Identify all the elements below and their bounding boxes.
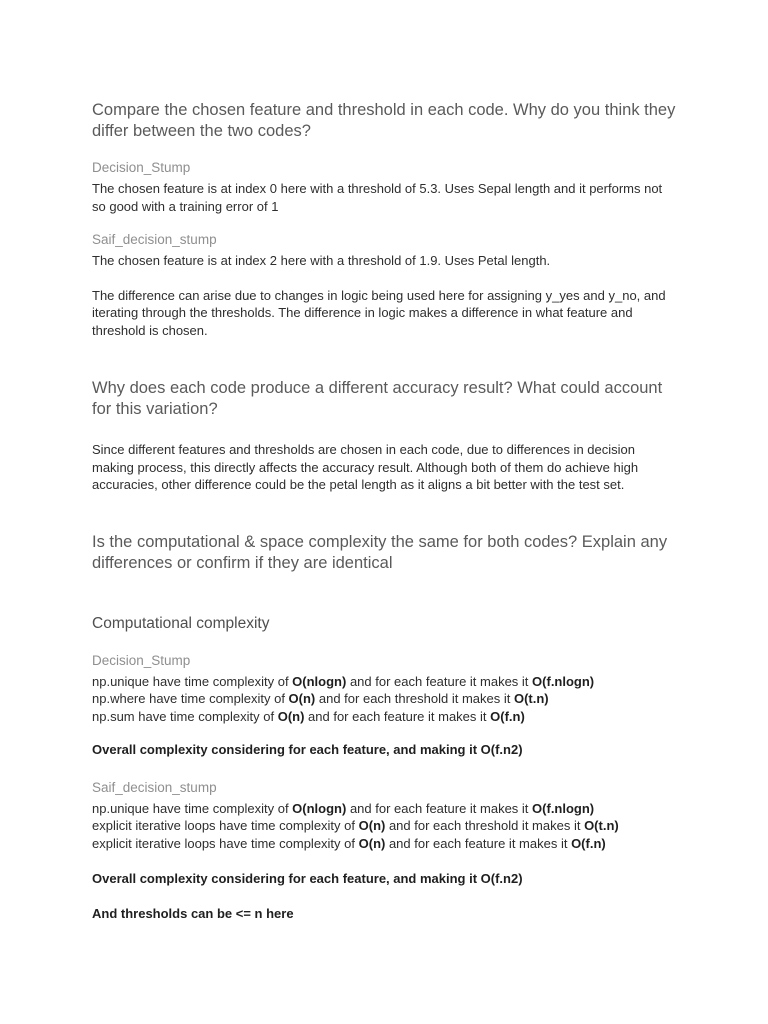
complexity-bold: O(nlogn) bbox=[292, 800, 347, 816]
decision-stump-answer: The chosen feature is at index 0 here with a threshold of 5.3. Uses Sepal length and it performs not so good with a training error of 1 bbox=[92, 181, 663, 214]
complexity-line bbox=[92, 800, 678, 818]
complexity-text: explicit iterative loops have time complexity of bbox=[92, 818, 359, 833]
complexity-decision-stump-subheading: Decision_Stump bbox=[92, 652, 191, 668]
complexity-text: np.unique have time complexity of bbox=[92, 800, 293, 816]
decision-stump-subheading: Decision_Stump bbox=[92, 160, 191, 175]
complexity-bold: O(n) bbox=[288, 691, 316, 706]
complexity-line bbox=[92, 673, 678, 691]
decision-stump-complexity-lines bbox=[92, 673, 678, 726]
complexity-bold: O(nlogn) bbox=[292, 673, 347, 689]
saif-complexity-lines bbox=[92, 800, 678, 853]
complexity-line bbox=[92, 835, 678, 853]
complexity-bold: O(f.n) bbox=[571, 835, 606, 851]
question-3-heading: Is the computational & space complexity the same for both codes? Explain any differences or confirm if they are identical bbox=[92, 532, 668, 572]
complexity-text: and for each feature it makes it bbox=[346, 673, 533, 689]
decision-stump-overall-complexity: Overall complexity considering for each feature, and making it O(f.n2) bbox=[92, 742, 523, 757]
complexity-line bbox=[92, 708, 678, 726]
complexity-text: and for each feature it makes it bbox=[304, 708, 491, 724]
complexity-text: np.where have time complexity of bbox=[92, 691, 289, 706]
complexity-text: and for each threshold it makes it bbox=[385, 818, 585, 833]
computational-complexity-heading: Computational complexity bbox=[92, 614, 270, 632]
saif-overall-complexity: Overall complexity considering for each feature, and making it O(f.n2) bbox=[92, 871, 523, 886]
saif-decision-stump-subheading: Saif_decision_stump bbox=[92, 232, 217, 247]
complexity-text: np.sum have time complexity of bbox=[92, 708, 278, 724]
complexity-line bbox=[92, 817, 678, 835]
complexity-bold: O(t.n) bbox=[584, 818, 619, 833]
complexity-text: and for each feature it makes it bbox=[385, 835, 572, 851]
question-2-answer: Since different features and thresholds are chosen in each code, due to differences in decision making process, this directly affects the accuracy result. Although both of them do achieve high accuracies, other difference could be the petal length as it aligns a bit better with the test set. bbox=[92, 442, 639, 492]
question-1-heading: Compare the chosen feature and threshold in each code. Why do you think they differ between the two codes? bbox=[92, 101, 676, 140]
complexity-bold: O(f.nlogn) bbox=[532, 800, 595, 816]
complexity-bold: O(n) bbox=[358, 835, 386, 851]
saif-decision-stump-answer: The chosen feature is at index 2 here with a threshold of 1.9. Uses Petal length. bbox=[92, 253, 551, 268]
complexity-bold: O(f.nlogn) bbox=[532, 673, 595, 689]
complexity-bold: O(n) bbox=[358, 818, 386, 833]
complexity-text: np.unique have time complexity of bbox=[92, 673, 293, 689]
difference-paragraph: The difference can arise due to changes in logic being used here for assigning y_yes and y_no, and iterating through the thresholds. The difference in logic makes a difference in what feature and threshold is chosen. bbox=[92, 287, 666, 338]
complexity-text: and for each feature it makes it bbox=[346, 800, 533, 816]
thresholds-note: And thresholds can be <= n here bbox=[92, 905, 294, 921]
complexity-bold: O(t.n) bbox=[513, 691, 549, 706]
complexity-bold: O(f.n) bbox=[490, 708, 525, 724]
complexity-line bbox=[92, 690, 678, 708]
complexity-text: explicit iterative loops have time complexity of bbox=[92, 835, 359, 851]
complexity-bold: O(n) bbox=[277, 708, 305, 724]
question-2-heading: Why does each code produce a different accuracy result? What could account for this variation? bbox=[92, 379, 663, 418]
complexity-saif-subheading: Saif_decision_stump bbox=[92, 779, 217, 795]
complexity-text: and for each threshold it makes it bbox=[315, 691, 514, 706]
